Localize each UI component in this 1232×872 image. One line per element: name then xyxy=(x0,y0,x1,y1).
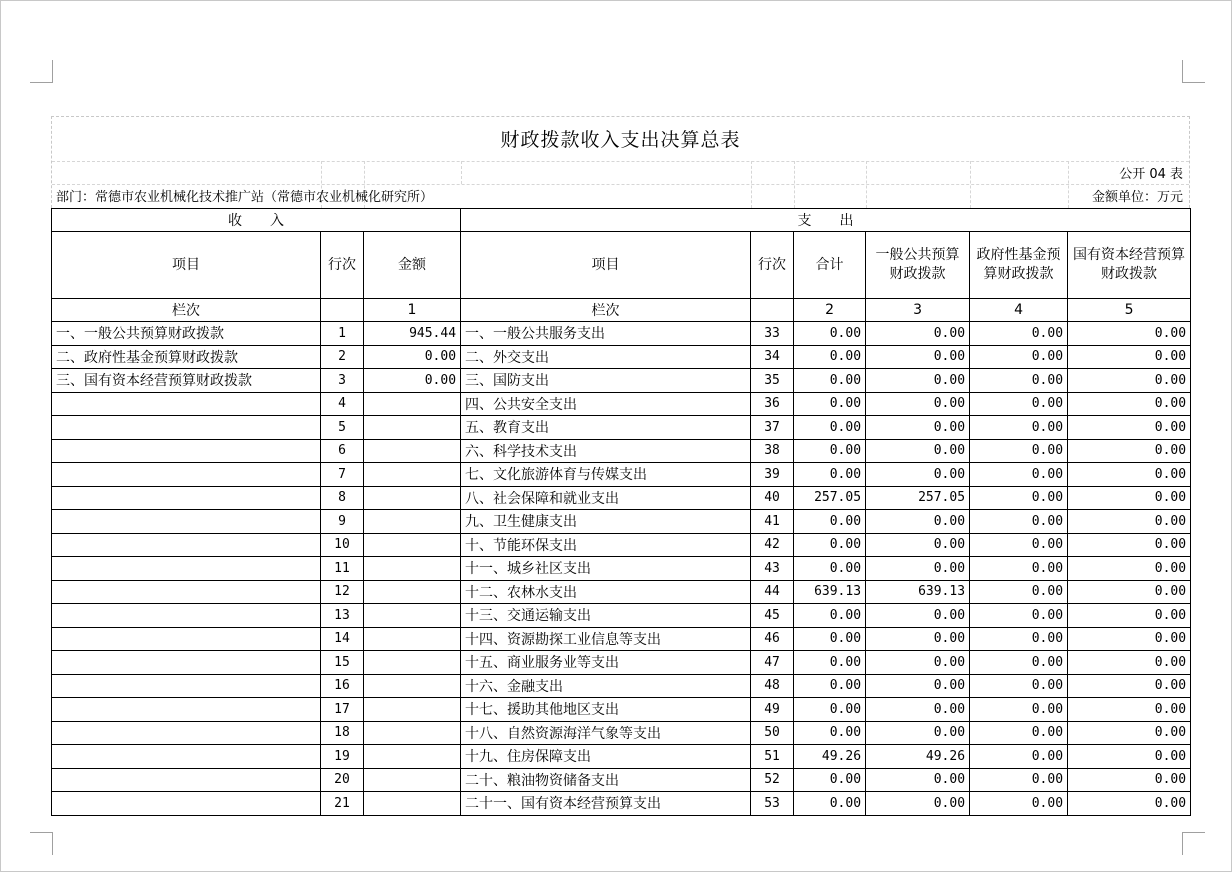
income-item-cell xyxy=(52,651,321,675)
income-amount-cell xyxy=(364,768,461,792)
expense-item-cell: 十、节能环保支出 xyxy=(461,533,751,557)
income-row-number: 10 xyxy=(321,533,364,557)
total-cell: 0.00 xyxy=(794,768,866,792)
income-row-number: 5 xyxy=(321,416,364,440)
expense-section-header: 支 出 xyxy=(461,209,1191,232)
expense-row-number: 33 xyxy=(751,322,794,346)
general-budget-cell: 0.00 xyxy=(866,557,970,581)
gov-fund-cell: 0.00 xyxy=(970,392,1068,416)
gridline xyxy=(461,161,462,184)
expense-item-cell: 四、公共安全支出 xyxy=(461,392,751,416)
gov-fund-cell: 0.00 xyxy=(970,369,1068,393)
expense-row-number: 53 xyxy=(751,792,794,816)
gridline xyxy=(970,161,971,208)
state-column-number: 5 xyxy=(1068,299,1191,322)
income-amount-cell xyxy=(364,651,461,675)
state-capital-cell: 0.00 xyxy=(1068,533,1191,557)
table-row xyxy=(52,721,1191,745)
table-row xyxy=(52,463,1191,487)
income-amount-cell xyxy=(364,627,461,651)
income-item-cell xyxy=(52,463,321,487)
expense-row-number: 35 xyxy=(751,369,794,393)
expense-item-cell: 二十一、国有资本经营预算支出 xyxy=(461,792,751,816)
income-item-cell xyxy=(52,533,321,557)
income-item-cell xyxy=(52,486,321,510)
table-row xyxy=(52,345,1191,369)
gov-fund-cell: 0.00 xyxy=(970,698,1068,722)
expense-row-number: 52 xyxy=(751,768,794,792)
income-item-cell xyxy=(52,392,321,416)
expense-item-cell: 十三、交通运输支出 xyxy=(461,604,751,628)
income-row-number: 4 xyxy=(321,392,364,416)
table-row xyxy=(52,322,1191,346)
total-cell: 0.00 xyxy=(794,651,866,675)
income-row-number: 13 xyxy=(321,604,364,628)
income-item-cell xyxy=(52,768,321,792)
income-item-cell xyxy=(52,627,321,651)
gov-fund-cell: 0.00 xyxy=(970,510,1068,534)
expense-item-cell: 十一、城乡社区支出 xyxy=(461,557,751,581)
column-header-row xyxy=(52,232,1191,299)
income-amount-cell xyxy=(364,792,461,816)
gov-fund-cell: 0.00 xyxy=(970,745,1068,769)
income-row-number: 19 xyxy=(321,745,364,769)
general-budget-cell: 0.00 xyxy=(866,627,970,651)
gov-fund-cell: 0.00 xyxy=(970,486,1068,510)
expense-item-cell: 十八、自然资源海洋气象等支出 xyxy=(461,721,751,745)
corner-mark-bottom-left xyxy=(30,832,53,855)
total-cell: 0.00 xyxy=(794,604,866,628)
expense-item-cell: 二、外交支出 xyxy=(461,345,751,369)
state-capital-cell: 0.00 xyxy=(1068,745,1191,769)
income-row-number: 7 xyxy=(321,463,364,487)
sheet-header xyxy=(51,116,1190,208)
income-row-number: 21 xyxy=(321,792,364,816)
income-item-cell xyxy=(52,698,321,722)
state-capital-cell: 0.00 xyxy=(1068,627,1191,651)
gridline xyxy=(794,161,795,208)
expense-item-cell: 十五、商业服务业等支出 xyxy=(461,651,751,675)
expense-item-header: 项目 xyxy=(461,232,751,299)
expense-item-cell: 十四、资源勘探工业信息等支出 xyxy=(461,627,751,651)
report-title: 财政拨款收入支出决算总表 xyxy=(500,129,741,151)
income-amount-cell xyxy=(364,580,461,604)
expense-column-label: 栏次 xyxy=(461,299,751,322)
total-cell: 0.00 xyxy=(794,721,866,745)
corner-mark-top-left xyxy=(30,60,53,83)
income-item-cell xyxy=(52,745,321,769)
expense-item-cell: 五、教育支出 xyxy=(461,416,751,440)
expense-row-number: 47 xyxy=(751,651,794,675)
general-budget-cell: 0.00 xyxy=(866,322,970,346)
expense-item-cell: 十七、援助其他地区支出 xyxy=(461,698,751,722)
gov-fund-cell: 0.00 xyxy=(970,627,1068,651)
income-amount-cell xyxy=(364,510,461,534)
gov-fund-cell: 0.00 xyxy=(970,416,1068,440)
total-cell: 0.00 xyxy=(794,369,866,393)
gov-fund-cell: 0.00 xyxy=(970,439,1068,463)
table-row xyxy=(52,510,1191,534)
state-capital-cell: 0.00 xyxy=(1068,510,1191,534)
state-capital-cell: 0.00 xyxy=(1068,604,1191,628)
expense-row-number: 45 xyxy=(751,604,794,628)
table-row xyxy=(52,439,1191,463)
gridline xyxy=(866,161,867,208)
state-capital-cell: 0.00 xyxy=(1068,721,1191,745)
total-cell: 49.26 xyxy=(794,745,866,769)
income-amount-cell xyxy=(364,745,461,769)
income-item-cell xyxy=(52,792,321,816)
gov-fund-cell: 0.00 xyxy=(970,792,1068,816)
expense-item-cell: 十六、金融支出 xyxy=(461,674,751,698)
gridline xyxy=(52,184,1189,185)
table-row xyxy=(52,369,1191,393)
income-amount-header: 金额 xyxy=(364,232,461,299)
income-row-number: 17 xyxy=(321,698,364,722)
income-row-number: 1 xyxy=(321,322,364,346)
income-amount-cell xyxy=(364,557,461,581)
income-row-number: 3 xyxy=(321,369,364,393)
general-budget-cell: 0.00 xyxy=(866,792,970,816)
column-number-row xyxy=(52,299,1191,322)
expense-row-number: 41 xyxy=(751,510,794,534)
table-row xyxy=(52,651,1191,675)
income-amount-cell xyxy=(364,533,461,557)
table-row xyxy=(52,533,1191,557)
state-capital-cell: 0.00 xyxy=(1068,345,1191,369)
gov-fund-cell: 0.00 xyxy=(970,674,1068,698)
income-section-header: 收 入 xyxy=(52,209,461,232)
expense-row-number: 51 xyxy=(751,745,794,769)
income-amount-cell xyxy=(364,721,461,745)
income-amount-cell: 0.00 xyxy=(364,345,461,369)
expense-item-cell: 二十、粮油物资储备支出 xyxy=(461,768,751,792)
gov-fund-cell: 0.00 xyxy=(970,768,1068,792)
total-cell: 0.00 xyxy=(794,439,866,463)
expense-item-cell: 十二、农林水支出 xyxy=(461,580,751,604)
empty-cell xyxy=(321,299,364,322)
income-amount-cell xyxy=(364,604,461,628)
gridline xyxy=(52,161,1189,162)
section-header-row xyxy=(52,209,1191,232)
budget-table xyxy=(51,208,1191,816)
income-item-cell xyxy=(52,439,321,463)
income-amount-cell xyxy=(364,463,461,487)
income-row-number: 9 xyxy=(321,510,364,534)
total-cell: 0.00 xyxy=(794,557,866,581)
general-budget-cell: 0.00 xyxy=(866,651,970,675)
expense-row-number: 50 xyxy=(751,721,794,745)
table-row xyxy=(52,768,1191,792)
general-budget-header: 一般公共预算财政拨款 xyxy=(866,232,970,299)
general-budget-cell: 0.00 xyxy=(866,510,970,534)
income-item-cell xyxy=(52,580,321,604)
state-capital-cell: 0.00 xyxy=(1068,792,1191,816)
expense-row-number: 49 xyxy=(751,698,794,722)
general-budget-cell: 639.13 xyxy=(866,580,970,604)
gov-fund-cell: 0.00 xyxy=(970,345,1068,369)
general-budget-cell: 257.05 xyxy=(866,486,970,510)
general-budget-cell: 0.00 xyxy=(866,369,970,393)
income-row-number: 2 xyxy=(321,345,364,369)
general-column-number: 3 xyxy=(866,299,970,322)
income-item-cell xyxy=(52,557,321,581)
table-row xyxy=(52,557,1191,581)
corner-mark-top-right xyxy=(1182,60,1205,83)
state-capital-cell: 0.00 xyxy=(1068,322,1191,346)
income-row-number: 18 xyxy=(321,721,364,745)
total-cell: 0.00 xyxy=(794,698,866,722)
expense-row-number: 44 xyxy=(751,580,794,604)
expense-row-number: 48 xyxy=(751,674,794,698)
general-budget-cell: 0.00 xyxy=(866,439,970,463)
total-cell: 257.05 xyxy=(794,486,866,510)
income-amount-cell: 0.00 xyxy=(364,369,461,393)
state-capital-cell: 0.00 xyxy=(1068,463,1191,487)
income-row-number: 12 xyxy=(321,580,364,604)
income-row-number: 8 xyxy=(321,486,364,510)
expense-item-cell: 六、科学技术支出 xyxy=(461,439,751,463)
income-row-number: 15 xyxy=(321,651,364,675)
general-budget-cell: 0.00 xyxy=(866,392,970,416)
income-row-header: 行次 xyxy=(321,232,364,299)
gov-fund-cell: 0.00 xyxy=(970,580,1068,604)
state-capital-cell: 0.00 xyxy=(1068,580,1191,604)
gov-fund-header: 政府性基金预算财政拨款 xyxy=(970,232,1068,299)
expense-row-number: 43 xyxy=(751,557,794,581)
total-column-number: 2 xyxy=(794,299,866,322)
state-capital-cell: 0.00 xyxy=(1068,439,1191,463)
income-amount-cell xyxy=(364,486,461,510)
income-amount-cell xyxy=(364,439,461,463)
table-row xyxy=(52,627,1191,651)
income-row-number: 6 xyxy=(321,439,364,463)
income-item-cell: 一、一般公共预算财政拨款 xyxy=(52,322,321,346)
income-item-cell xyxy=(52,721,321,745)
general-budget-cell: 0.00 xyxy=(866,768,970,792)
total-cell: 0.00 xyxy=(794,510,866,534)
table-row xyxy=(52,486,1191,510)
expense-item-cell: 七、文化旅游体育与传媒支出 xyxy=(461,463,751,487)
gov-fund-cell: 0.00 xyxy=(970,604,1068,628)
income-row-number: 11 xyxy=(321,557,364,581)
total-cell: 0.00 xyxy=(794,416,866,440)
total-header: 合计 xyxy=(794,232,866,299)
total-cell: 0.00 xyxy=(794,674,866,698)
expense-item-cell: 九、卫生健康支出 xyxy=(461,510,751,534)
total-cell: 639.13 xyxy=(794,580,866,604)
income-row-number: 20 xyxy=(321,768,364,792)
income-item-cell xyxy=(52,416,321,440)
expense-item-cell: 八、社会保障和就业支出 xyxy=(461,486,751,510)
income-item-cell: 二、政府性基金预算财政拨款 xyxy=(52,345,321,369)
total-cell: 0.00 xyxy=(794,322,866,346)
total-cell: 0.00 xyxy=(794,792,866,816)
expense-item-cell: 三、国防支出 xyxy=(461,369,751,393)
expense-row-number: 38 xyxy=(751,439,794,463)
table-row xyxy=(52,604,1191,628)
income-amount-cell: 945.44 xyxy=(364,322,461,346)
table-row xyxy=(52,416,1191,440)
state-capital-cell: 0.00 xyxy=(1068,369,1191,393)
total-cell: 0.00 xyxy=(794,463,866,487)
expense-row-number: 46 xyxy=(751,627,794,651)
empty-cell xyxy=(751,299,794,322)
general-budget-cell: 0.00 xyxy=(866,604,970,628)
fund-column-number: 4 xyxy=(970,299,1068,322)
state-capital-cell: 0.00 xyxy=(1068,392,1191,416)
general-budget-cell: 0.00 xyxy=(866,698,970,722)
expense-row-number: 34 xyxy=(751,345,794,369)
gridline xyxy=(751,161,752,208)
expense-item-cell: 十九、住房保障支出 xyxy=(461,745,751,769)
total-cell: 0.00 xyxy=(794,533,866,557)
state-capital-cell: 0.00 xyxy=(1068,486,1191,510)
gov-fund-cell: 0.00 xyxy=(970,557,1068,581)
gov-fund-cell: 0.00 xyxy=(970,533,1068,557)
spreadsheet xyxy=(51,116,1190,816)
general-budget-cell: 49.26 xyxy=(866,745,970,769)
state-capital-cell: 0.00 xyxy=(1068,698,1191,722)
income-item-header: 项目 xyxy=(52,232,321,299)
state-capital-header: 国有资本经营预算财政拨款 xyxy=(1068,232,1191,299)
total-cell: 0.00 xyxy=(794,345,866,369)
total-cell: 0.00 xyxy=(794,627,866,651)
total-cell: 0.00 xyxy=(794,392,866,416)
state-capital-cell: 0.00 xyxy=(1068,674,1191,698)
general-budget-cell: 0.00 xyxy=(866,345,970,369)
gov-fund-cell: 0.00 xyxy=(970,721,1068,745)
general-budget-cell: 0.00 xyxy=(866,721,970,745)
table-row xyxy=(52,792,1191,816)
gov-fund-cell: 0.00 xyxy=(970,463,1068,487)
gov-fund-cell: 0.00 xyxy=(970,322,1068,346)
table-row xyxy=(52,580,1191,604)
table-row xyxy=(52,674,1191,698)
expense-row-number: 39 xyxy=(751,463,794,487)
expense-row-header: 行次 xyxy=(751,232,794,299)
general-budget-cell: 0.00 xyxy=(866,416,970,440)
income-item-cell xyxy=(52,674,321,698)
form-number: 公开 04 表 xyxy=(1119,167,1183,182)
income-item-cell xyxy=(52,604,321,628)
gridline xyxy=(1068,161,1069,208)
department-label: 部门：常德市农业机械化技术推广站（常德市农业机械化研究所） xyxy=(56,190,434,205)
general-budget-cell: 0.00 xyxy=(866,463,970,487)
gov-fund-cell: 0.00 xyxy=(970,651,1068,675)
expense-row-number: 37 xyxy=(751,416,794,440)
expense-row-number: 36 xyxy=(751,392,794,416)
expense-row-number: 40 xyxy=(751,486,794,510)
income-item-cell: 三、国有资本经营预算财政拨款 xyxy=(52,369,321,393)
general-budget-cell: 0.00 xyxy=(866,674,970,698)
state-capital-cell: 0.00 xyxy=(1068,557,1191,581)
income-row-number: 14 xyxy=(321,627,364,651)
amount-unit: 金额单位：万元 xyxy=(1091,190,1183,205)
state-capital-cell: 0.00 xyxy=(1068,768,1191,792)
state-capital-cell: 0.00 xyxy=(1068,416,1191,440)
income-amount-cell xyxy=(364,416,461,440)
expense-item-cell: 一、一般公共服务支出 xyxy=(461,322,751,346)
income-column-label: 栏次 xyxy=(52,299,321,322)
income-row-number: 16 xyxy=(321,674,364,698)
table-row xyxy=(52,698,1191,722)
income-amount-cell xyxy=(364,392,461,416)
state-capital-cell: 0.00 xyxy=(1068,651,1191,675)
table-row xyxy=(52,392,1191,416)
corner-mark-bottom-right xyxy=(1182,832,1205,855)
income-amount-cell xyxy=(364,674,461,698)
general-budget-cell: 0.00 xyxy=(866,533,970,557)
income-amount-cell xyxy=(364,698,461,722)
income-item-cell xyxy=(52,510,321,534)
table-row xyxy=(52,745,1191,769)
expense-row-number: 42 xyxy=(751,533,794,557)
income-amount-column-number: 1 xyxy=(364,299,461,322)
